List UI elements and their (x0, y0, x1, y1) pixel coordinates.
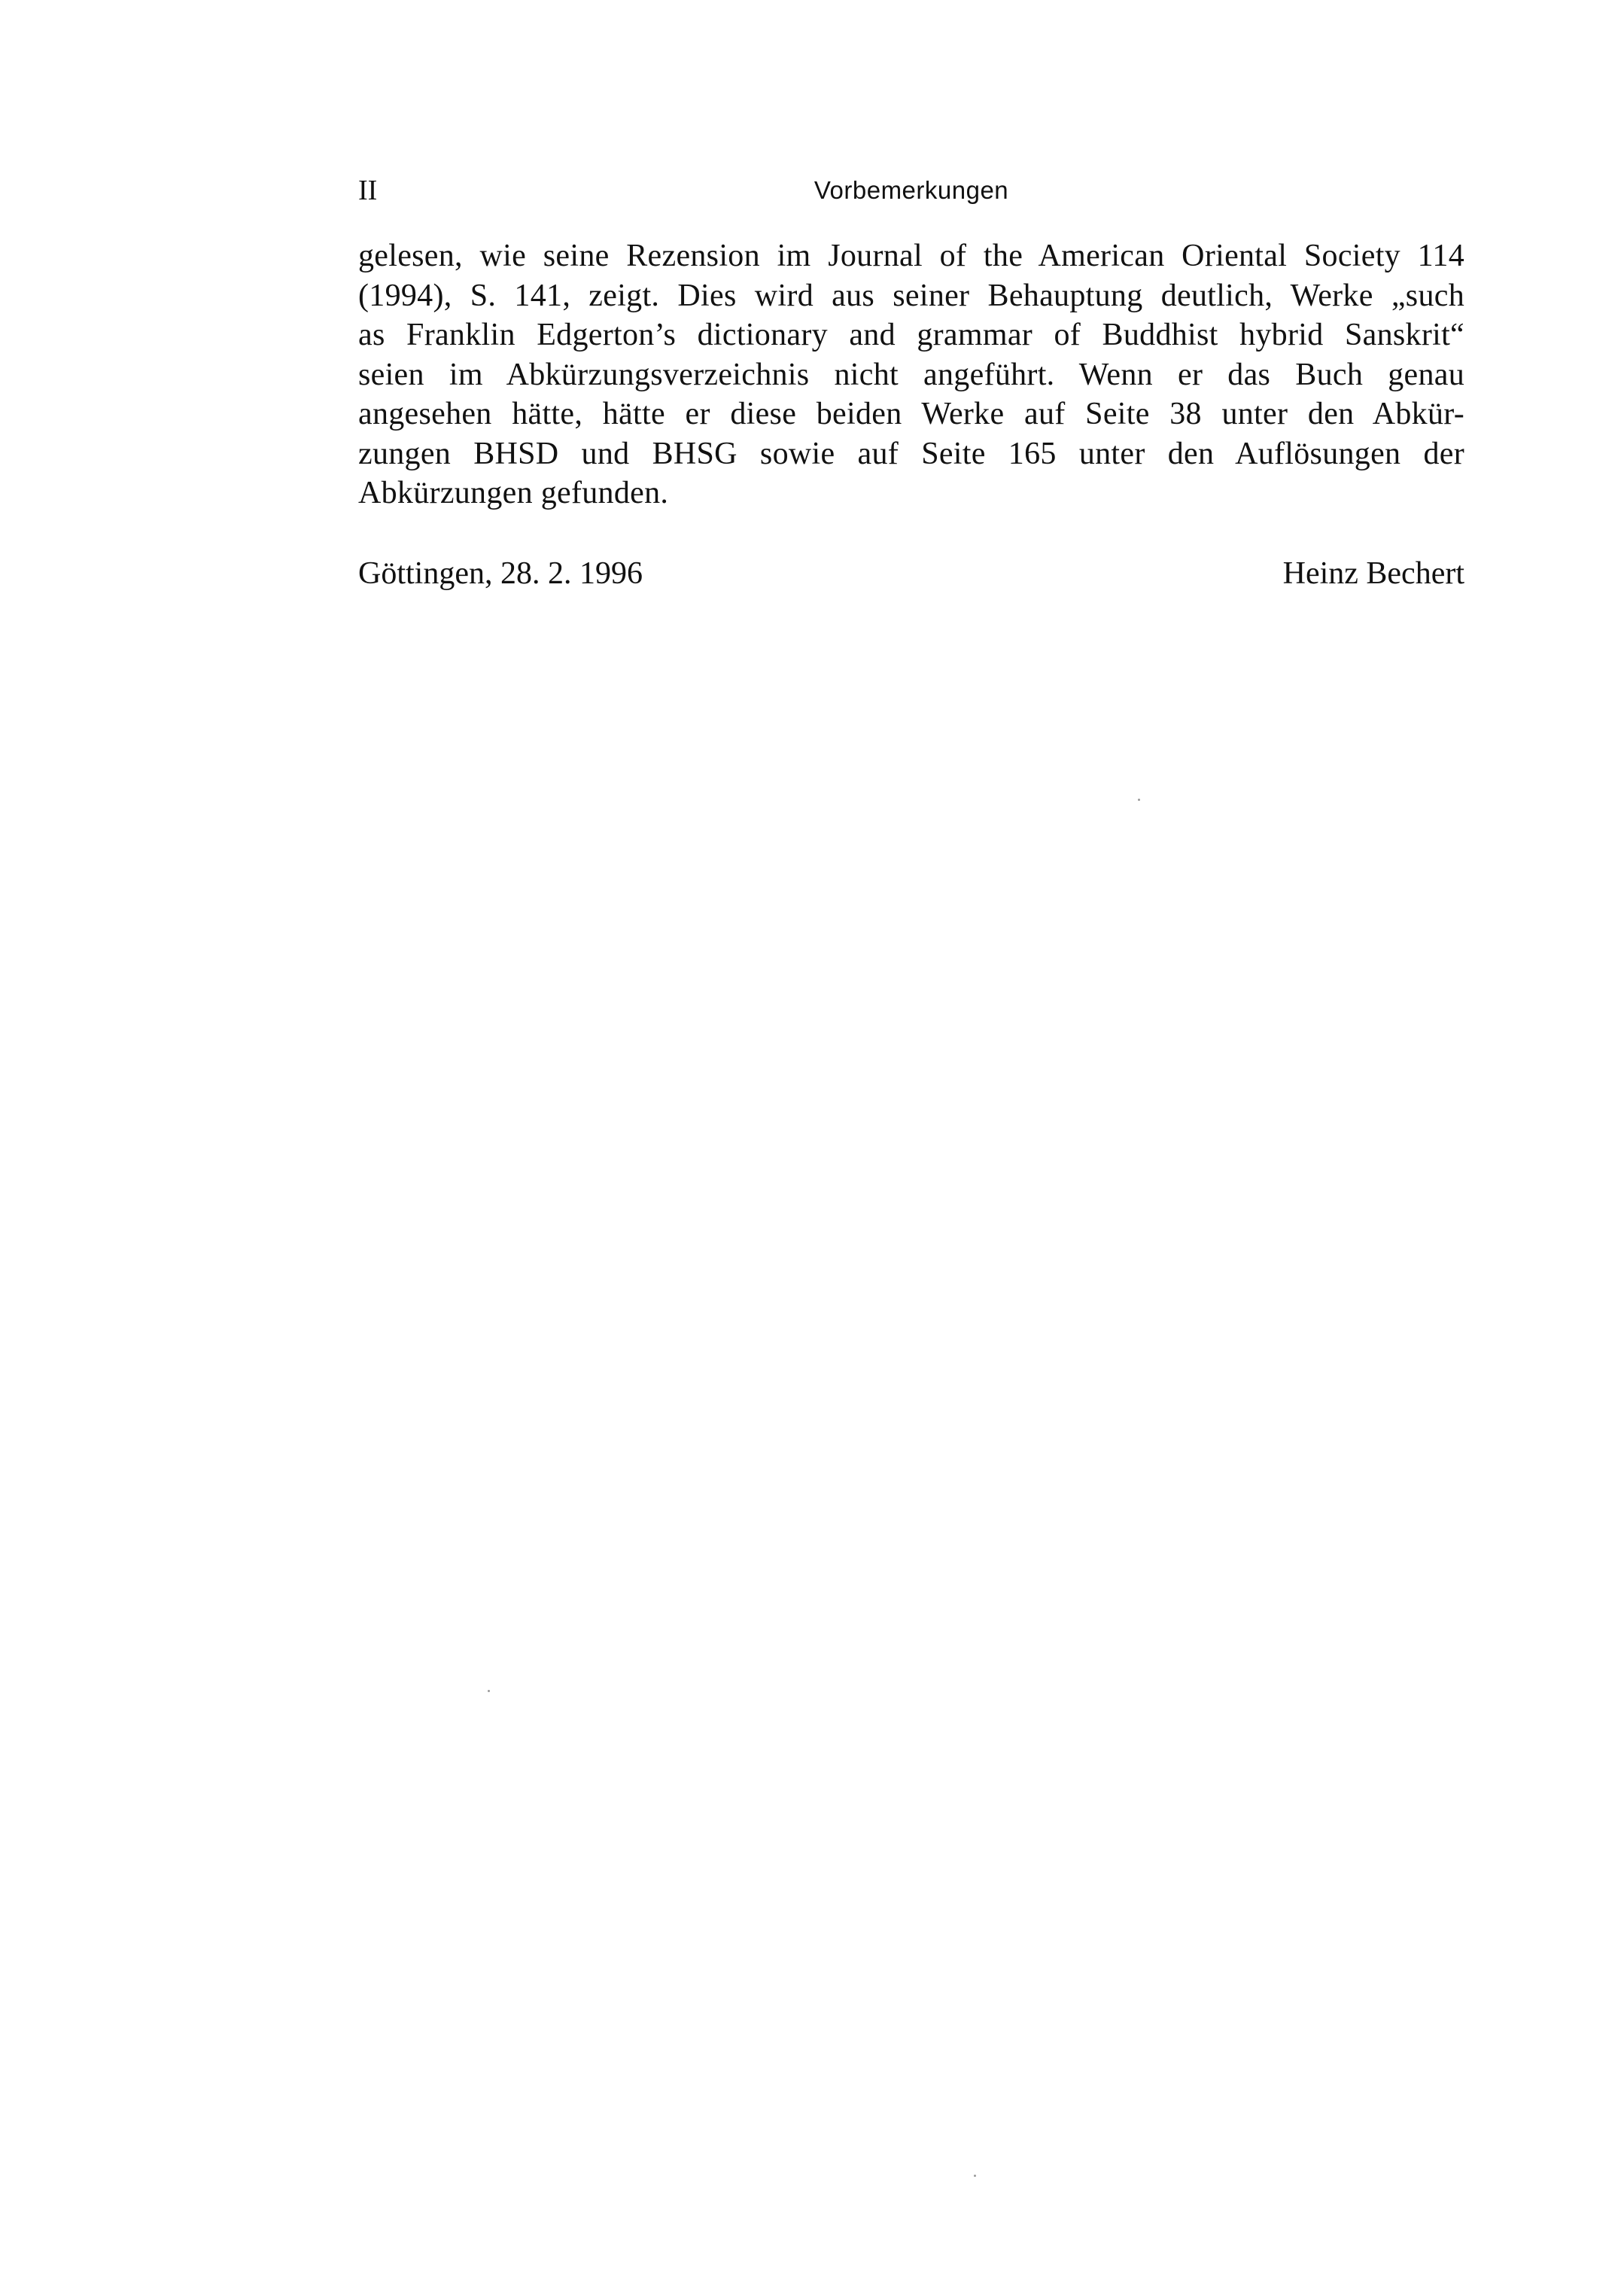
page-header (358, 172, 1464, 209)
body-line: zungen BHSD und BHSG sowie auf Seite 165 unter den Auflösungen der (358, 436, 1464, 471)
author-name: Heinz Bechert (1282, 556, 1464, 591)
signature-block (358, 553, 1464, 595)
scan-speck (974, 2175, 976, 2177)
body-line: (1994), S. 141, zeigt. Dies wird aus seiner Behauptung deutlich, Werke „such (358, 278, 1464, 313)
running-title: Vorbemerkungen (814, 176, 1009, 204)
scan-speck (488, 1690, 490, 1692)
body-paragraph (358, 236, 1464, 513)
place-and-date: Göttingen, 28. 2. 1996 (358, 556, 643, 591)
body-line: gelesen, wie seine Rezension im Journal of the American Oriental Society 114 (358, 239, 1464, 273)
page-number: II (358, 175, 378, 206)
body-line: as Franklin Edgerton’s dictionary and grammar of Buddhist hybrid Sanskrit“ (358, 318, 1464, 352)
body-line: Abkürzungen gefunden. (358, 476, 669, 510)
body-line: seien im Abkürzungsverzeichnis nicht angeführt. Wenn er das Buch genau (358, 357, 1464, 392)
scan-speck (1138, 799, 1140, 801)
body-line: angesehen hätte, hätte er diese beiden Werke auf Seite 38 unter den Abkür- (358, 397, 1464, 431)
